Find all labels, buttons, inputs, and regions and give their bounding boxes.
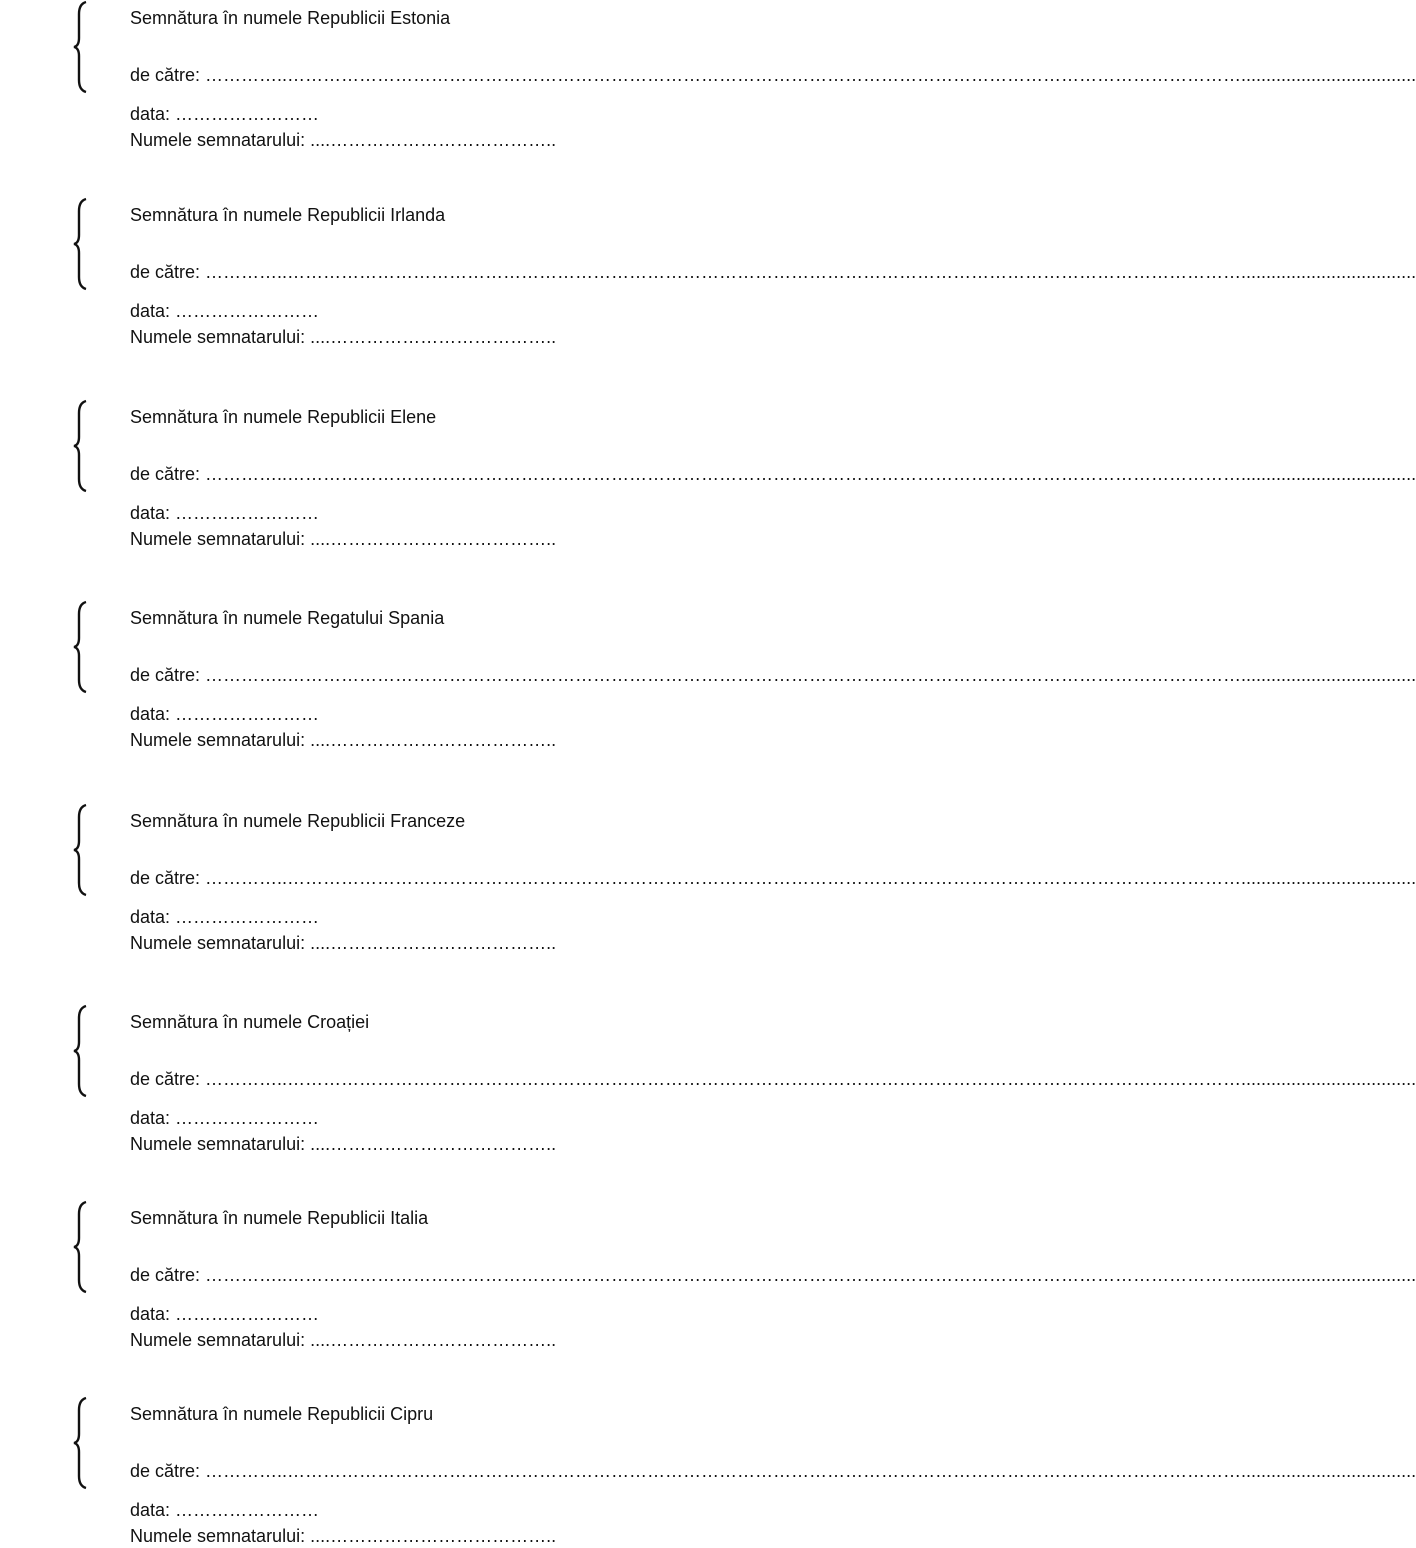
signature-title: Semnătura în numele Regatului Spania [130, 608, 445, 628]
signature-title: Semnătura în numele Republicii Italia [130, 1208, 429, 1228]
signer-by-field[interactable]: de către: …………..……………………………………………………………………………………………………………………………………………................................... [130, 464, 1416, 484]
signature-title: Semnătura în numele Republicii Franceze [130, 811, 466, 831]
signer-by-field[interactable]: de către: …………..……………………………………………………………………………………………………………………………………………................................... [130, 262, 1416, 282]
signature-block-spania [0, 600, 1416, 750]
signer-by-field[interactable]: de către: …………..……………………………………………………………………………………………………………………………………………................................... [130, 1069, 1416, 1089]
signer-by-field[interactable]: de către: …………..……………………………………………………………………………………………………………………………………………................................... [130, 1461, 1416, 1481]
signatory-name-field[interactable]: Numele semnatarului: ....……………………………….. [130, 1330, 557, 1350]
curly-brace-icon [72, 1396, 94, 1490]
date-field[interactable]: data: …………………… [130, 1500, 320, 1520]
signatory-name-field[interactable]: Numele semnatarului: ....……………………………….. [130, 933, 557, 953]
signatory-name-field[interactable]: Numele semnatarului: ....……………………………….. [130, 730, 557, 750]
signatory-name-field[interactable]: Numele semnatarului: ....……………………………….. [130, 1134, 557, 1154]
date-field[interactable]: data: …………………… [130, 907, 320, 927]
curly-brace-icon [72, 1200, 94, 1294]
curly-brace-icon [72, 399, 94, 493]
signatory-name-field[interactable]: Numele semnatarului: ....……………………………….. [130, 327, 557, 347]
signature-block-irlanda [0, 197, 1416, 347]
signature-title: Semnătura în numele Republicii Cipru [130, 1404, 434, 1424]
curly-brace-icon [72, 0, 94, 94]
signature-title: Semnătura în numele Republicii Estonia [130, 8, 451, 28]
curly-brace-icon [72, 1004, 94, 1098]
signatory-name-field[interactable]: Numele semnatarului: ....……………………………….. [130, 529, 557, 549]
signature-title: Semnătura în numele Republicii Irlanda [130, 205, 446, 225]
curly-brace-icon [72, 600, 94, 694]
date-field[interactable]: data: …………………… [130, 503, 320, 523]
curly-brace-icon [72, 803, 94, 897]
signatory-name-field[interactable]: Numele semnatarului: ....……………………………….. [130, 1526, 557, 1546]
signature-block-cipru [0, 1396, 1416, 1546]
date-field[interactable]: data: …………………… [130, 301, 320, 321]
date-field[interactable]: data: …………………… [130, 1108, 320, 1128]
date-field[interactable]: data: …………………… [130, 1304, 320, 1324]
date-field[interactable]: data: …………………… [130, 704, 320, 724]
signature-block-elene [0, 399, 1416, 549]
signer-by-field[interactable]: de către: …………..……………………………………………………………………………………………………………………………………………................................... [130, 868, 1416, 888]
signature-block-croatia [0, 1004, 1416, 1154]
signature-title: Semnătura în numele Croației [130, 1012, 370, 1032]
signer-by-field[interactable]: de către: …………..……………………………………………………………………………………………………………………………………………................................... [130, 1265, 1416, 1285]
signer-by-field[interactable]: de către: …………..……………………………………………………………………………………………………………………………………………................................... [130, 665, 1416, 685]
curly-brace-icon [72, 197, 94, 291]
signature-title: Semnătura în numele Republicii Elene [130, 407, 437, 427]
date-field[interactable]: data: …………………… [130, 104, 320, 124]
signer-by-field[interactable]: de către: …………..……………………………………………………………………………………………………………………………………………................................... [130, 65, 1416, 85]
signatory-name-field[interactable]: Numele semnatarului: ....……………………………….. [130, 130, 557, 150]
signature-block-italia [0, 1200, 1416, 1350]
signature-block-estonia [0, 0, 1416, 150]
signature-block-franceze [0, 803, 1416, 953]
